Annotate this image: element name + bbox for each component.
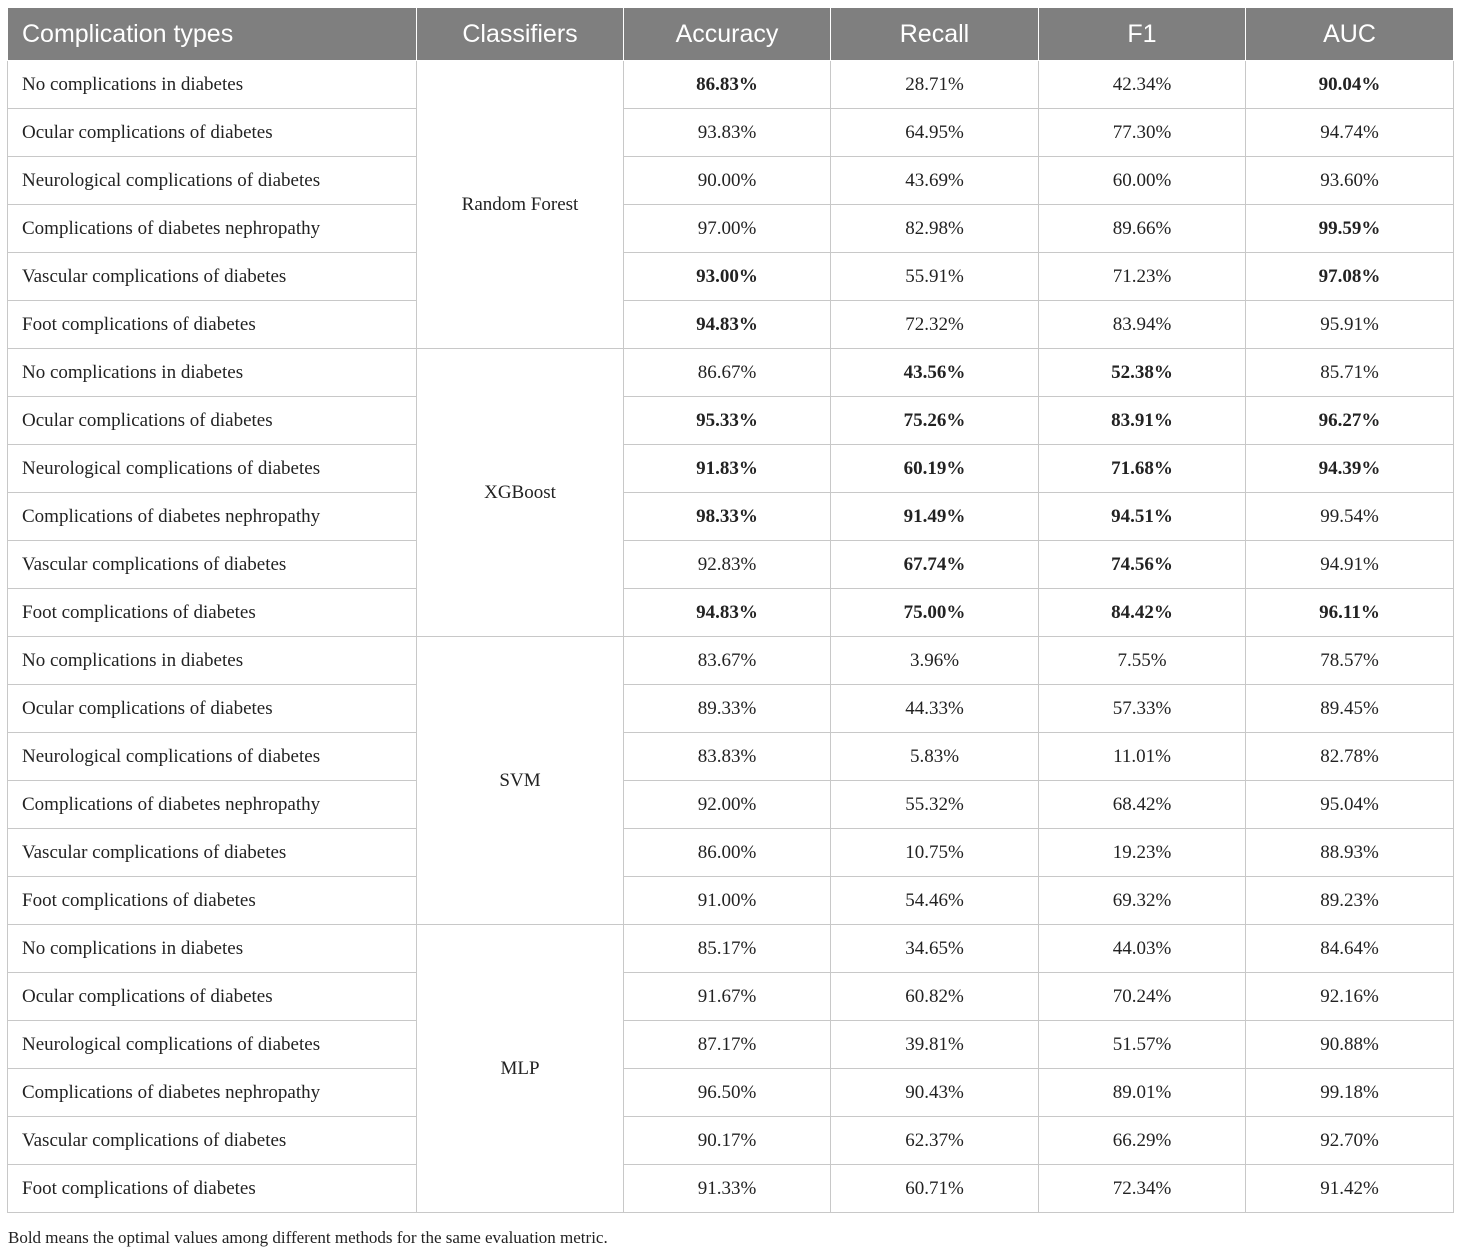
table-row — [8, 685, 1454, 733]
complication-type-cell: Complications of diabetes nephropathy — [8, 493, 417, 541]
accuracy-cell: 91.00% — [624, 877, 831, 925]
auc-cell: 82.78% — [1246, 733, 1454, 781]
auc-cell: 90.88% — [1246, 1021, 1454, 1069]
f1-cell: 74.56% — [1039, 541, 1246, 589]
f1-cell: 44.03% — [1039, 925, 1246, 973]
f1-cell: 77.30% — [1039, 109, 1246, 157]
table-row — [8, 973, 1454, 1021]
recall-cell: 64.95% — [831, 109, 1039, 157]
f1-cell: 71.23% — [1039, 253, 1246, 301]
f1-cell: 70.24% — [1039, 973, 1246, 1021]
auc-cell: 85.71% — [1246, 349, 1454, 397]
header-classifiers: Classifiers — [417, 8, 624, 61]
auc-cell: 97.08% — [1246, 253, 1454, 301]
auc-cell: 96.27% — [1246, 397, 1454, 445]
table-footnote: Bold means the optimal values among different methods for the same evaluation metric. — [8, 1228, 608, 1247]
complication-type-cell: Foot complications of diabetes — [8, 877, 417, 925]
complication-type-cell: Vascular complications of diabetes — [8, 541, 417, 589]
classifier-cell: XGBoost — [417, 349, 624, 637]
auc-cell: 93.60% — [1246, 157, 1454, 205]
table-row — [8, 397, 1454, 445]
auc-cell: 90.04% — [1246, 61, 1454, 109]
auc-cell: 99.54% — [1246, 493, 1454, 541]
f1-cell: 94.51% — [1039, 493, 1246, 541]
accuracy-cell: 83.67% — [624, 637, 831, 685]
recall-cell: 43.69% — [831, 157, 1039, 205]
complication-type-cell: Complications of diabetes nephropathy — [8, 1069, 417, 1117]
recall-cell: 5.83% — [831, 733, 1039, 781]
table-row — [8, 1117, 1454, 1165]
f1-cell: 51.57% — [1039, 1021, 1246, 1069]
complication-type-cell: Ocular complications of diabetes — [8, 973, 417, 1021]
classifier-cell: MLP — [417, 925, 624, 1213]
recall-cell: 34.65% — [831, 925, 1039, 973]
complication-type-cell: Vascular complications of diabetes — [8, 1117, 417, 1165]
table-row — [8, 301, 1454, 349]
complication-type-cell: No complications in diabetes — [8, 637, 417, 685]
header-complication-types: Complication types — [8, 8, 417, 61]
recall-cell: 10.75% — [831, 829, 1039, 877]
table-row — [8, 637, 1454, 685]
f1-cell: 69.32% — [1039, 877, 1246, 925]
table-row — [8, 1069, 1454, 1117]
complication-type-cell: Neurological complications of diabetes — [8, 1021, 417, 1069]
header-row — [8, 8, 1454, 61]
accuracy-cell: 92.83% — [624, 541, 831, 589]
complication-type-cell: Neurological complications of diabetes — [8, 445, 417, 493]
complication-type-cell: Ocular complications of diabetes — [8, 109, 417, 157]
complication-type-cell: Ocular complications of diabetes — [8, 397, 417, 445]
table-row — [8, 61, 1454, 109]
recall-cell: 43.56% — [831, 349, 1039, 397]
recall-cell: 39.81% — [831, 1021, 1039, 1069]
f1-cell: 83.94% — [1039, 301, 1246, 349]
accuracy-cell: 91.33% — [624, 1165, 831, 1213]
header-f1: F1 — [1039, 8, 1246, 61]
f1-cell: 42.34% — [1039, 61, 1246, 109]
recall-cell: 54.46% — [831, 877, 1039, 925]
accuracy-cell: 93.83% — [624, 109, 831, 157]
auc-cell: 92.16% — [1246, 973, 1454, 1021]
table-row — [8, 1021, 1454, 1069]
recall-cell: 90.43% — [831, 1069, 1039, 1117]
recall-cell: 55.32% — [831, 781, 1039, 829]
auc-cell: 91.42% — [1246, 1165, 1454, 1213]
accuracy-cell: 96.50% — [624, 1069, 831, 1117]
table-row — [8, 349, 1454, 397]
auc-cell: 78.57% — [1246, 637, 1454, 685]
complication-type-cell: Neurological complications of diabetes — [8, 733, 417, 781]
auc-cell: 99.18% — [1246, 1069, 1454, 1117]
header-auc: AUC — [1246, 8, 1454, 61]
auc-cell: 92.70% — [1246, 1117, 1454, 1165]
f1-cell: 11.01% — [1039, 733, 1246, 781]
accuracy-cell: 91.83% — [624, 445, 831, 493]
table-row — [8, 157, 1454, 205]
table-row — [8, 493, 1454, 541]
table-row — [8, 781, 1454, 829]
accuracy-cell: 93.00% — [624, 253, 831, 301]
recall-cell: 62.37% — [831, 1117, 1039, 1165]
auc-cell: 95.04% — [1246, 781, 1454, 829]
complication-type-cell: Neurological complications of diabetes — [8, 157, 417, 205]
table-row — [8, 253, 1454, 301]
f1-cell: 72.34% — [1039, 1165, 1246, 1213]
complication-type-cell: Vascular complications of diabetes — [8, 253, 417, 301]
f1-cell: 68.42% — [1039, 781, 1246, 829]
complication-type-cell: Foot complications of diabetes — [8, 301, 417, 349]
f1-cell: 60.00% — [1039, 157, 1246, 205]
header-accuracy: Accuracy — [624, 8, 831, 61]
classifier-cell: Random Forest — [417, 61, 624, 349]
auc-cell: 95.91% — [1246, 301, 1454, 349]
header-recall: Recall — [831, 8, 1039, 61]
accuracy-cell: 97.00% — [624, 205, 831, 253]
accuracy-cell: 89.33% — [624, 685, 831, 733]
f1-cell: 89.66% — [1039, 205, 1246, 253]
auc-cell: 89.23% — [1246, 877, 1454, 925]
table-row — [8, 589, 1454, 637]
accuracy-cell: 91.67% — [624, 973, 831, 1021]
complication-type-cell: No complications in diabetes — [8, 61, 417, 109]
complication-type-cell: Complications of diabetes nephropathy — [8, 205, 417, 253]
table-body — [8, 61, 1454, 1213]
f1-cell: 52.38% — [1039, 349, 1246, 397]
f1-cell: 84.42% — [1039, 589, 1246, 637]
complication-type-cell: Ocular complications of diabetes — [8, 685, 417, 733]
classifier-cell: SVM — [417, 637, 624, 925]
complication-type-cell: No complications in diabetes — [8, 925, 417, 973]
recall-cell: 82.98% — [831, 205, 1039, 253]
auc-cell: 89.45% — [1246, 685, 1454, 733]
recall-cell: 91.49% — [831, 493, 1039, 541]
recall-cell: 67.74% — [831, 541, 1039, 589]
auc-cell: 96.11% — [1246, 589, 1454, 637]
table-row — [8, 925, 1454, 973]
table-row — [8, 733, 1454, 781]
table-row — [8, 829, 1454, 877]
recall-cell: 3.96% — [831, 637, 1039, 685]
accuracy-cell: 83.83% — [624, 733, 831, 781]
recall-cell: 44.33% — [831, 685, 1039, 733]
table-row — [8, 109, 1454, 157]
accuracy-cell: 94.83% — [624, 301, 831, 349]
table-row — [8, 877, 1454, 925]
f1-cell: 71.68% — [1039, 445, 1246, 493]
f1-cell: 66.29% — [1039, 1117, 1246, 1165]
f1-cell: 19.23% — [1039, 829, 1246, 877]
accuracy-cell: 85.17% — [624, 925, 831, 973]
auc-cell: 99.59% — [1246, 205, 1454, 253]
complication-type-cell: Foot complications of diabetes — [8, 589, 417, 637]
accuracy-cell: 95.33% — [624, 397, 831, 445]
accuracy-cell: 87.17% — [624, 1021, 831, 1069]
accuracy-cell: 94.83% — [624, 589, 831, 637]
complication-type-cell: Foot complications of diabetes — [8, 1165, 417, 1213]
accuracy-cell: 92.00% — [624, 781, 831, 829]
complication-type-cell: No complications in diabetes — [8, 349, 417, 397]
auc-cell: 94.74% — [1246, 109, 1454, 157]
recall-cell: 75.26% — [831, 397, 1039, 445]
recall-cell: 75.00% — [831, 589, 1039, 637]
f1-cell: 83.91% — [1039, 397, 1246, 445]
f1-cell: 7.55% — [1039, 637, 1246, 685]
accuracy-cell: 98.33% — [624, 493, 831, 541]
accuracy-cell: 86.67% — [624, 349, 831, 397]
accuracy-cell: 90.17% — [624, 1117, 831, 1165]
accuracy-cell: 86.00% — [624, 829, 831, 877]
auc-cell: 84.64% — [1246, 925, 1454, 973]
table-row — [8, 445, 1454, 493]
recall-cell: 60.71% — [831, 1165, 1039, 1213]
table-row — [8, 205, 1454, 253]
auc-cell: 94.91% — [1246, 541, 1454, 589]
f1-cell: 89.01% — [1039, 1069, 1246, 1117]
recall-cell: 72.32% — [831, 301, 1039, 349]
auc-cell: 94.39% — [1246, 445, 1454, 493]
accuracy-cell: 90.00% — [624, 157, 831, 205]
complication-type-cell: Complications of diabetes nephropathy — [8, 781, 417, 829]
auc-cell: 88.93% — [1246, 829, 1454, 877]
table-row — [8, 541, 1454, 589]
recall-cell: 60.82% — [831, 973, 1039, 1021]
f1-cell: 57.33% — [1039, 685, 1246, 733]
table-row — [8, 1165, 1454, 1213]
accuracy-cell: 86.83% — [624, 61, 831, 109]
recall-cell: 55.91% — [831, 253, 1039, 301]
recall-cell: 60.19% — [831, 445, 1039, 493]
results-table — [7, 7, 1454, 1213]
complication-type-cell: Vascular complications of diabetes — [8, 829, 417, 877]
recall-cell: 28.71% — [831, 61, 1039, 109]
